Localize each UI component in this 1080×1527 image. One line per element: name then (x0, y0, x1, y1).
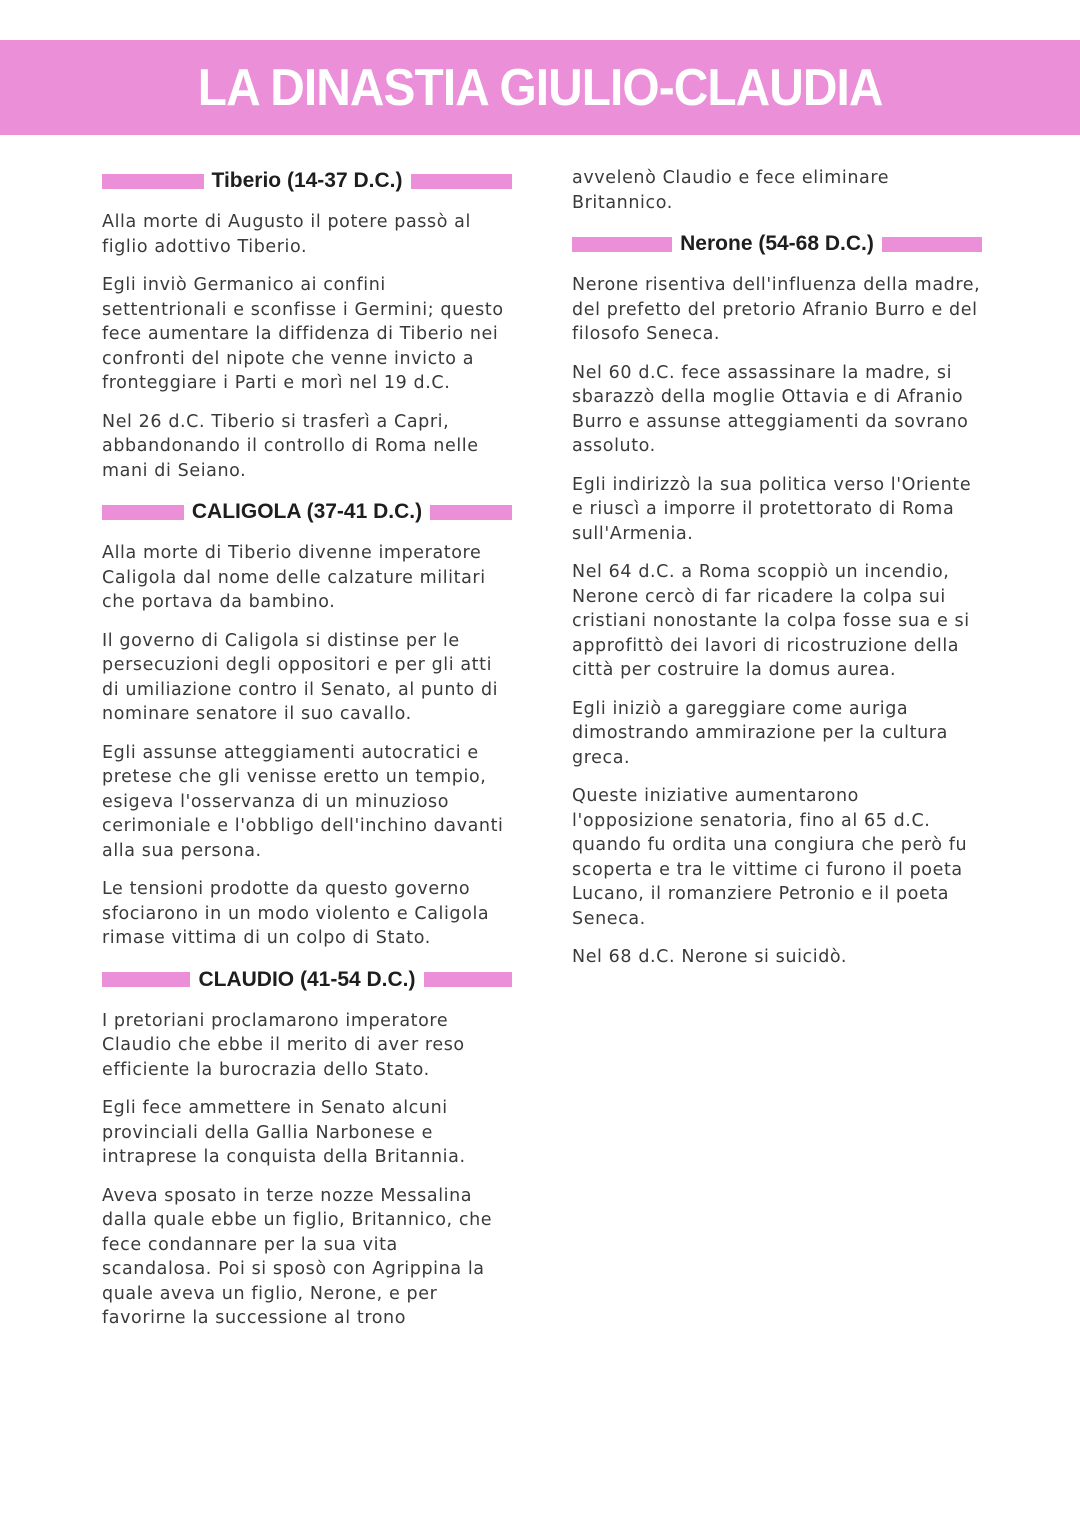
heading-bar-left (102, 174, 204, 189)
left-column (102, 166, 512, 1345)
paragraph: Egli fece ammettere in Senato alcuni provinciali della Gallia Narbonese e intraprese la conquista della Britannia. (102, 1098, 466, 1167)
paragraph: Nerone risentiva dell'influenza della madre, del prefetto del pretorio Afranio Burro e del filosofo Seneca. (572, 275, 981, 344)
heading-bar-left (572, 237, 672, 252)
section-heading-nerone (572, 229, 982, 259)
paragraph: Egli iniziò a gareggiare come auriga dimostrando ammirazione per la cultura greca. (572, 698, 948, 768)
paragraph: Nel 68 d.C. Nerone si suicidò. (572, 947, 848, 967)
heading-bar-left (102, 505, 184, 520)
section-title: Tiberio (14-37 D.C.) (211, 169, 403, 192)
paragraph: Alla morte di Augusto il potere passò al figlio adottivo Tiberio. (102, 212, 471, 257)
right-column (572, 166, 982, 984)
paragraph: Nel 64 d.C. a Roma scoppiò un incendio, Nerone cercò di far ricadere la colpa sui cristiani nonostante la colpa fosse sua e si approfittò dei lavori di ricostruzione della città per costruire la domus aurea. (572, 562, 970, 680)
section-title: CLAUDIO (41-54 D.C.) (198, 967, 416, 991)
heading-bar-left (102, 972, 190, 987)
page-title: LA DINASTIA GIULIO-CLAUDIA (197, 58, 883, 117)
heading-bar-right (430, 505, 512, 520)
title-banner (0, 40, 1080, 135)
section-title: CALIGOLA (37-41 D.C.) (191, 500, 423, 523)
heading-bar-right (411, 174, 513, 189)
paragraph: Alla morte di Tiberio divenne imperatore Caligola dal nome delle calzature militari che portava da bambino. (102, 543, 486, 612)
paragraph: Egli assunse atteggiamenti autocratici e pretese che gli venisse eretto un tempio, esigeva l'osservanza di un minuzioso cerimoniale e l'obbligo dell'inchino davanti alla sua persona. (102, 742, 504, 861)
paragraph: Nel 26 d.C. Tiberio si trasferì a Capri, abbandonando il controllo di Roma nelle mani di Seiano. (102, 411, 479, 481)
paragraph: Egli indirizzò la sua politica verso l'Oriente e riuscì a imporre il protettorato di Roma sull'Armenia. (572, 474, 972, 544)
paragraph: I pretoriani proclamarono imperatore Claudio che ebbe il merito di aver reso efficiente la burocrazia dello Stato. (102, 1010, 465, 1080)
paragraph: Queste iniziative aumentarono l'opposizione senatoria, fino al 65 d.C. quando fu ordita una congiura che però fu scoperta e tra le vittime ci furono il poeta Lucano, il romanziere Petronio e il poeta Seneca. (572, 786, 968, 929)
section-heading-caligola (102, 497, 512, 527)
paragraph: Aveva sposato in terze nozze Messalina dalla quale ebbe un figlio, Britannico, che fece condannare per la sua vita scandalosa. Poi si sposò con Agrippina la quale aveva un figlio, Nerone, e per favorirne la successione al trono (102, 1185, 493, 1328)
paragraph: Il governo di Caligola si distinse per le persecuzioni degli oppositori e per gli atti di umiliazione contro il Senato, al punto di nominare senatore il suo cavallo. (102, 630, 499, 724)
paragraph: Egli inviò Germanico ai confini settentrionali e sconfisse i Germini; questo fece aumentare la diffidenza di Tiberio nei confronti del nipote che venne invicto a fronteggiare i Parti e morì nel 19 d.C. (102, 275, 504, 393)
section-heading-claudio (102, 965, 512, 995)
heading-bar-right (882, 237, 982, 252)
section-title: Nerone (54-68 D.C.) (680, 232, 874, 255)
heading-bar-right (424, 972, 512, 987)
paragraph-continuation: avvelenò Claudio e fece eliminare Britannico. (572, 168, 890, 213)
paragraph: Le tensioni prodotte da questo governo sfociarono in un modo violento e Caligola rimase vittima di un colpo di Stato. (102, 879, 490, 948)
section-heading-tiberio (102, 166, 512, 196)
paragraph: Nel 60 d.C. fece assassinare la madre, si sbarazzò della moglie Ottavia e di Afranio Burro e assunse atteggiamenti da sovrano assoluto. (572, 362, 969, 456)
